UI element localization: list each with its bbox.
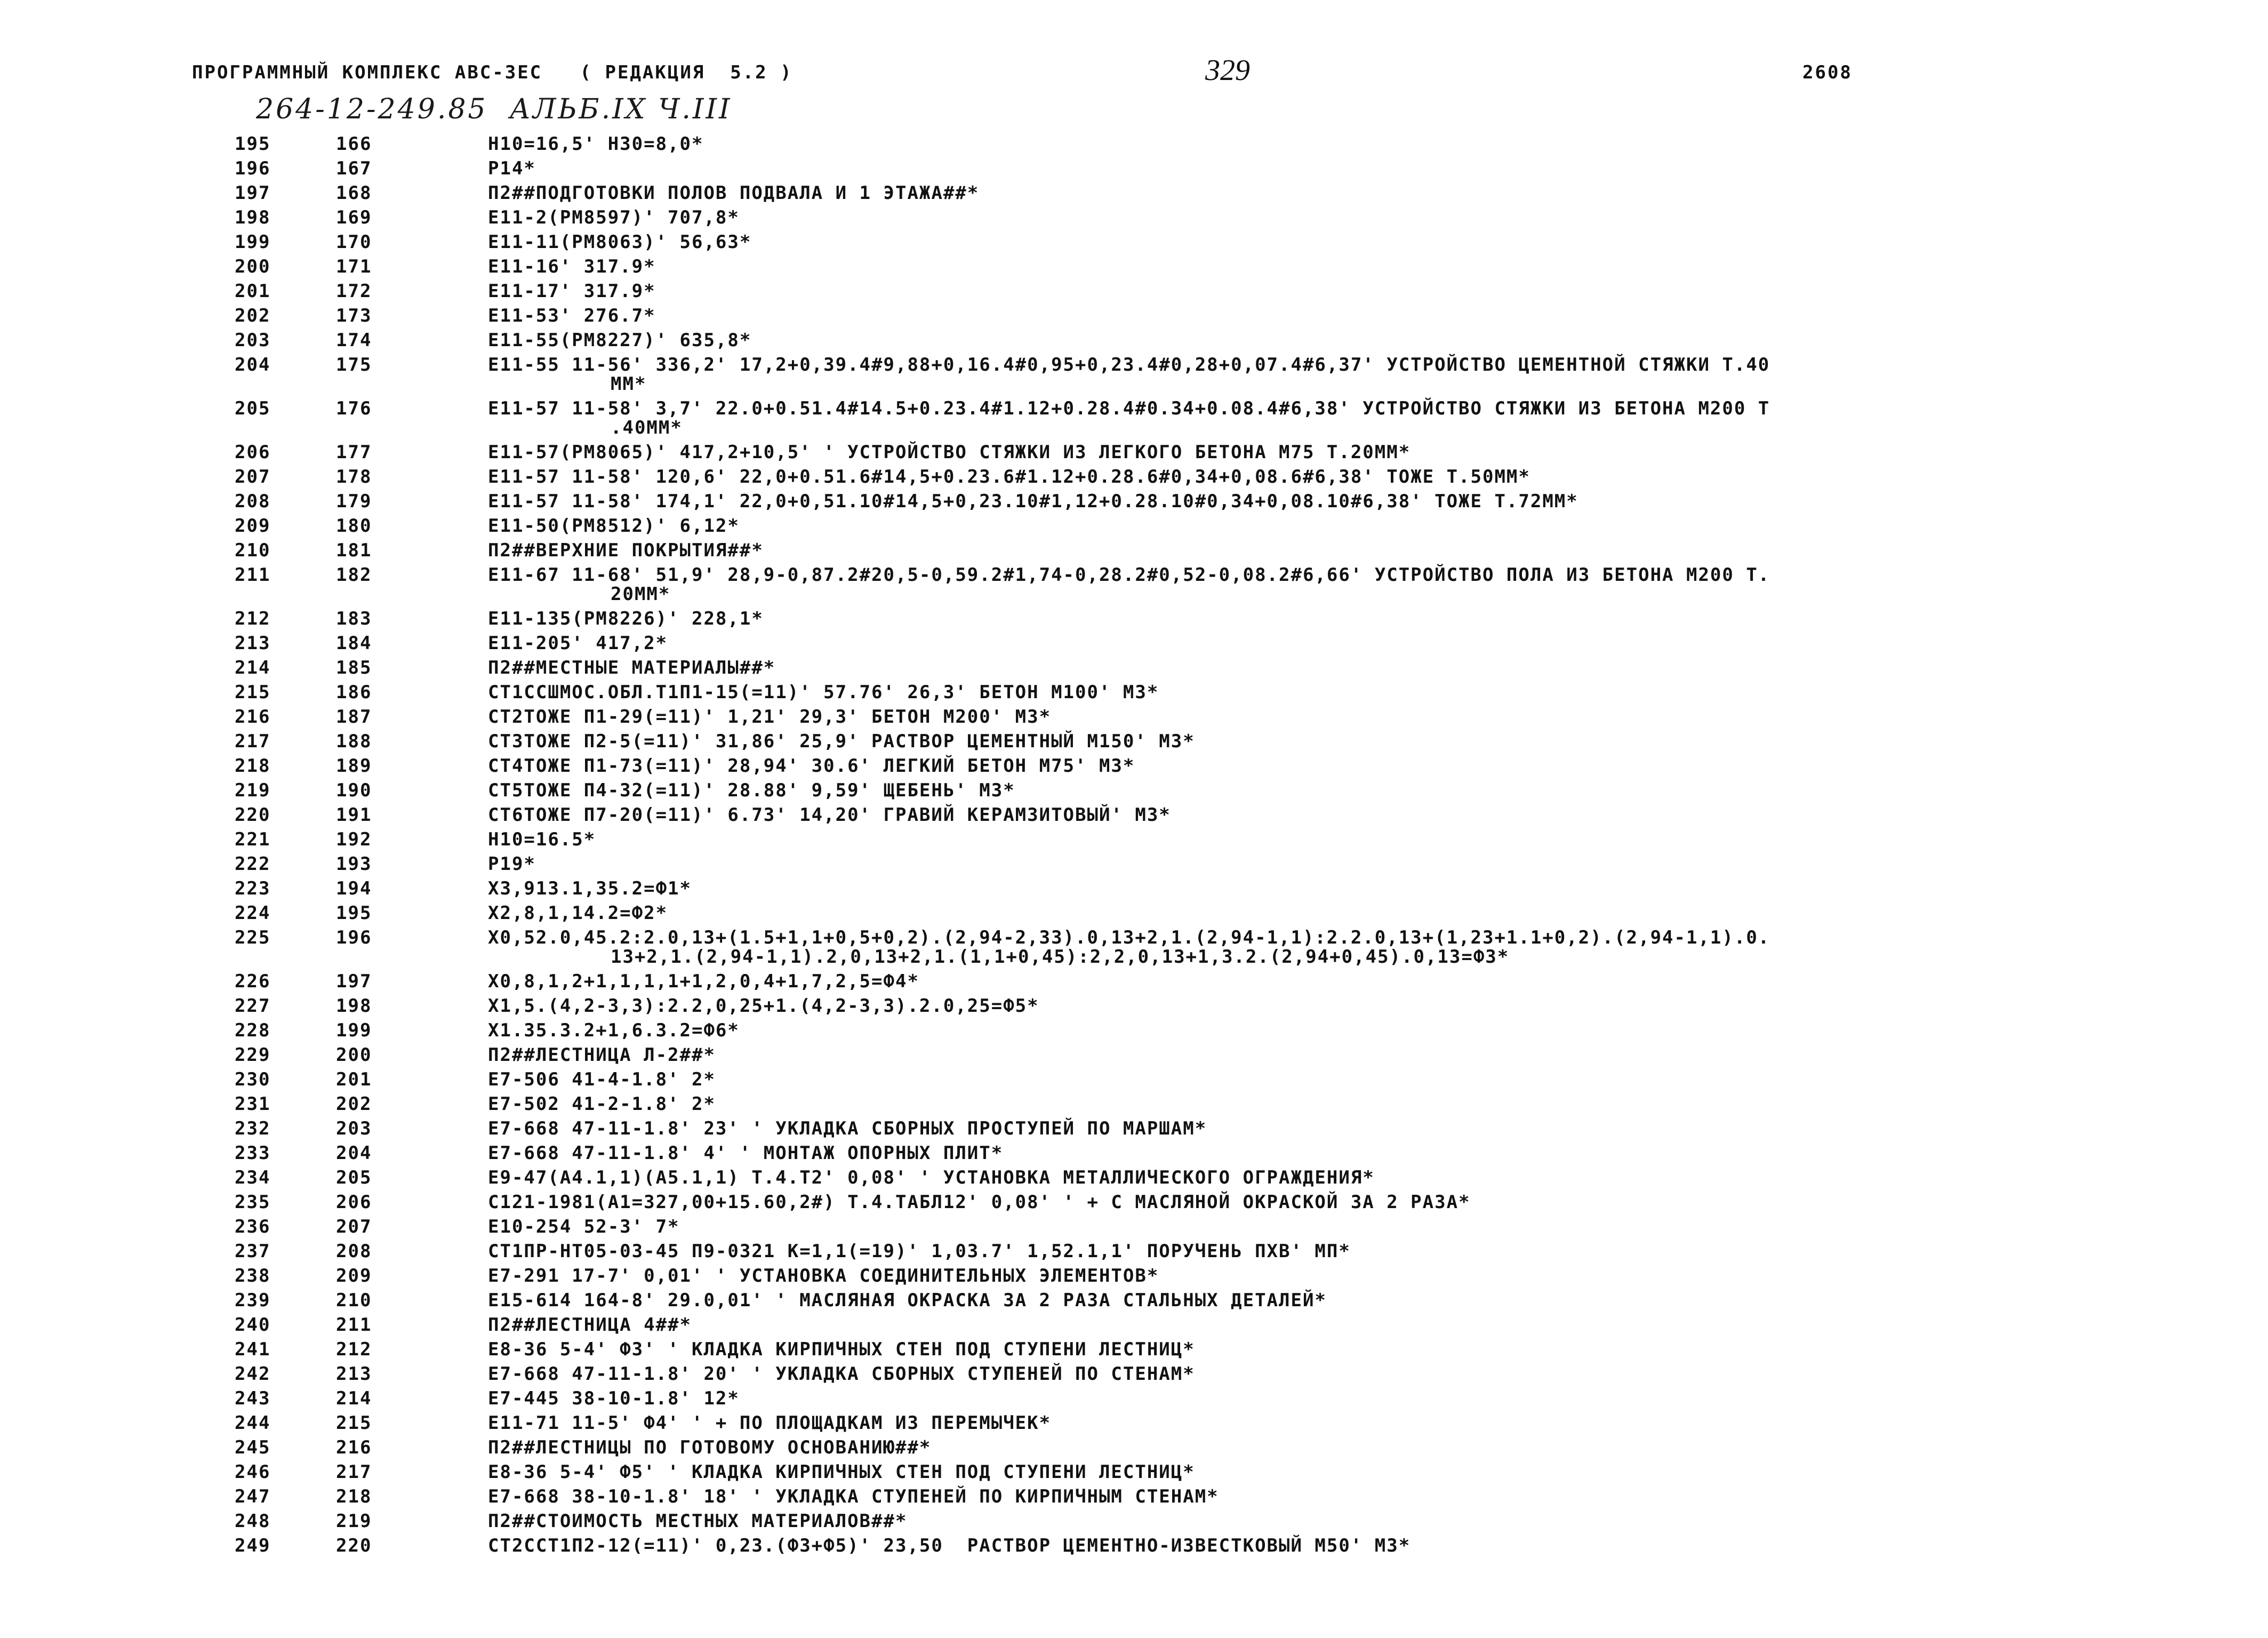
statement-text: [488, 732, 2240, 751]
statement-line: Е10-254 52-3' 7*: [488, 1216, 680, 1237]
line-number: 223: [235, 878, 271, 899]
statement-line: С121-1981(А1=327,00+15.60,2#) Т.4.ТАБЛ12' 0,08' ' + С МАСЛЯНОЙ ОКРАСКОЙ ЗА 2 РАЗА*: [488, 1192, 1471, 1213]
statement-line: Е11-11(РМ8063)' 56,63*: [488, 231, 752, 253]
statement-text: [488, 183, 2240, 203]
statement-text: [488, 159, 2240, 178]
line-number: 228: [235, 1020, 271, 1041]
statement-text: [488, 1168, 2240, 1187]
statement-number: 215: [336, 1412, 372, 1434]
statement-number: 177: [336, 442, 372, 463]
statement-text: [488, 1045, 2240, 1065]
listing-row: [235, 634, 2240, 653]
statement-number: 176: [336, 398, 372, 419]
statement-number: 170: [336, 231, 372, 253]
statement-line: Е11-16' 317.9*: [488, 256, 656, 277]
statement-text: [488, 257, 2240, 276]
page-number: 329: [1205, 54, 1250, 87]
statement-line: Х2,8,1,14.2=Ф2*: [488, 902, 668, 924]
listing-row: [235, 355, 2240, 394]
statement-line: Е7-291 17-7' 0,01' ' УСТАНОВКА СОЕДИНИТЕЛЬНЫХ ЭЛЕМЕНТОВ*: [488, 1265, 1159, 1287]
listing-row: [235, 805, 2240, 825]
listing-row: [235, 233, 2240, 252]
page-header: [192, 54, 2165, 95]
statement-line: Е7-506 41-4-1.8' 2*: [488, 1069, 716, 1090]
line-number: 195: [235, 133, 271, 155]
statement-text: [488, 467, 2240, 486]
listing-row: [235, 609, 2240, 628]
statement-text: [488, 1438, 2240, 1457]
statement-continuation: ММ*: [611, 373, 647, 395]
listing-row: [235, 1266, 2240, 1285]
line-number: 221: [235, 829, 271, 850]
line-number: 202: [235, 305, 271, 326]
line-number: 232: [235, 1118, 271, 1139]
statement-number: 211: [336, 1314, 372, 1336]
listing-row: [235, 1438, 2240, 1457]
statement-number: 194: [336, 878, 372, 899]
program-listing: [235, 134, 2240, 1561]
statement-number: 201: [336, 1069, 372, 1090]
line-number: 200: [235, 256, 271, 277]
statement-line: П2##СТОИМОСТЬ МЕСТНЫХ МАТЕРИАЛОВ##*: [488, 1511, 908, 1532]
statement-text: [488, 208, 2240, 227]
statement-number: 181: [336, 540, 372, 561]
statement-number: 214: [336, 1388, 372, 1409]
line-number: 233: [235, 1142, 271, 1164]
statement-line: Е11-57(РМ8065)' 417,2+10,5' ' УСТРОЙСТВО СТЯЖКИ ИЗ ЛЕГКОГО БЕТОНА М75 Т.20ММ*: [488, 442, 1411, 463]
line-number: 244: [235, 1412, 271, 1434]
line-number: 246: [235, 1461, 271, 1483]
statement-number: 197: [336, 971, 372, 992]
statement-line: СТ1ПР-НТ05-03-45 П9-0321 К=1,1(=19)' 1,03.7' 1,52.1,1' ПОРУЧЕНЬ ПХВ' МП*: [488, 1241, 1351, 1262]
listing-row: [235, 1045, 2240, 1065]
statement-line: Р19*: [488, 853, 536, 875]
statement-line: Е11-17' 317.9*: [488, 281, 656, 302]
line-number: 199: [235, 231, 271, 253]
statement-continuation: .40ММ*: [611, 417, 683, 438]
statement-number: 195: [336, 902, 372, 924]
statement-number: 191: [336, 804, 372, 826]
line-number: 239: [235, 1290, 271, 1311]
program-title: ПРОГРАММНЫЙ КОМПЛЕКС АВС-3ЕС ( РЕДАКЦИЯ 5.2 ): [192, 62, 793, 83]
listing-row: [235, 1070, 2240, 1089]
statement-number: 175: [336, 354, 372, 375]
line-number: 242: [235, 1363, 271, 1385]
statement-text: [488, 658, 2240, 677]
line-number: 218: [235, 755, 271, 777]
listing-row: [235, 1512, 2240, 1531]
line-number: 235: [235, 1192, 271, 1213]
statement-number: 171: [336, 256, 372, 277]
statement-number: 173: [336, 305, 372, 326]
statement-number: 179: [336, 491, 372, 512]
listing-row: [235, 208, 2240, 227]
statement-number: 212: [336, 1339, 372, 1360]
statement-number: 187: [336, 706, 372, 728]
statement-line: Е11-55(РМ8227)' 635,8*: [488, 330, 752, 351]
listing-row: [235, 1217, 2240, 1236]
statement-line: Е11-2(РМ8597)' 707,8*: [488, 207, 740, 228]
statement-text: [488, 707, 2240, 726]
listing-row: [235, 1119, 2240, 1138]
statement-number: 207: [336, 1216, 372, 1237]
listing-row: [235, 282, 2240, 301]
line-number: 237: [235, 1241, 271, 1262]
line-number: 209: [235, 515, 271, 537]
line-number: 240: [235, 1314, 271, 1336]
statement-text: [488, 282, 2240, 301]
listing-row: [235, 972, 2240, 991]
statement-line: СТ6ТОЖЕ П7-20(=11)' 6.73' 14,20' ГРАВИЙ КЕРАМЗИТОВЫЙ' М3*: [488, 804, 1171, 826]
listing-row: [235, 1315, 2240, 1335]
listing-row: [235, 1364, 2240, 1384]
listing-row: [235, 443, 2240, 462]
statement-text: [488, 1364, 2240, 1384]
statement-line: Н10=16,5' Н30=8,0*: [488, 133, 704, 155]
line-number: 196: [235, 158, 271, 179]
statement-line: СТ2ССТ1П2-12(=11)' 0,23.(Ф3+Ф5)' 23,50 РАСТВОР ЦЕМЕНТНО-ИЗВЕСТКОВЫЙ М50' М3*: [488, 1535, 1411, 1556]
statement-line: П2##МЕСТНЫЕ МАТЕРИАЛЫ##*: [488, 657, 776, 678]
statement-line: П2##ЛЕСТНИЦА 4##*: [488, 1314, 692, 1336]
statement-text: [488, 1119, 2240, 1138]
statement-line: СТ4ТОЖЕ П1-73(=11)' 28,94' 30.6' ЛЕГКИЙ БЕТОН М75' М3*: [488, 755, 1135, 777]
statement-text: [488, 1021, 2240, 1040]
statement-text: [488, 1242, 2240, 1261]
listing-row: [235, 683, 2240, 702]
statement-number: 174: [336, 330, 372, 351]
statement-text: [488, 306, 2240, 325]
statement-number: 183: [336, 608, 372, 629]
listing-row: [235, 904, 2240, 923]
statement-text: [488, 1094, 2240, 1114]
line-number: 215: [235, 682, 271, 703]
statement-text: [488, 928, 2240, 966]
listing-row: [235, 1094, 2240, 1114]
listing-row: [235, 1463, 2240, 1482]
line-number: 234: [235, 1167, 271, 1188]
statement-number: 219: [336, 1511, 372, 1532]
statement-text: [488, 1070, 2240, 1089]
listing-row: [235, 1021, 2240, 1040]
statement-line: Е7-668 47-11-1.8' 4' ' МОНТАЖ ОПОРНЫХ ПЛИТ*: [488, 1142, 1004, 1164]
line-number: 208: [235, 491, 271, 512]
statement-text: [488, 972, 2240, 991]
line-number: 201: [235, 281, 271, 302]
line-number: 211: [235, 564, 271, 586]
line-number: 249: [235, 1535, 271, 1556]
statement-number: 208: [336, 1241, 372, 1262]
listing-row: [235, 732, 2240, 751]
statement-text: [488, 683, 2240, 702]
listing-row: [235, 1193, 2240, 1212]
line-number: 206: [235, 442, 271, 463]
listing-row: [235, 854, 2240, 874]
statement-text: [488, 996, 2240, 1016]
line-number: 227: [235, 995, 271, 1017]
statement-text: [488, 331, 2240, 350]
statement-continuation: 13+2,1.(2,94-1,1).2,0,13+2,1.(1,1+0,45):2,2,0,13+1,3.2.(2,94+0,45).0,13=Ф3*: [611, 946, 1510, 968]
statement-line: Х1,5.(4,2-3,3):2.2,0,25+1.(4,2-3,3).2.0,25=Ф5*: [488, 995, 1039, 1017]
line-number: 220: [235, 804, 271, 826]
statement-line: Е11-50(РМ8512)' 6,12*: [488, 515, 740, 537]
statement-text: [488, 541, 2240, 560]
statement-text: [488, 854, 2240, 874]
statement-number: 190: [336, 780, 372, 801]
statement-number: 178: [336, 466, 372, 488]
listing-row: [235, 1413, 2240, 1433]
statement-text: [488, 1217, 2240, 1236]
statement-number: 192: [336, 829, 372, 850]
line-number: 248: [235, 1511, 271, 1532]
statement-line: Е9-47(А4.1,1)(А5.1,1) Т.4.Т2' 0,08' ' УСТАНОВКА МЕТАЛЛИЧЕСКОГО ОГРАЖДЕНИЯ*: [488, 1167, 1375, 1188]
statement-line: Е15-614 164-8' 29.0,01' ' МАСЛЯНАЯ ОКРАСКА ЗА 2 РАЗА СТАЛЬНЫХ ДЕТАЛЕЙ*: [488, 1290, 1327, 1311]
statement-text: [488, 233, 2240, 252]
statement-text: [488, 1144, 2240, 1163]
statement-text: [488, 399, 2240, 437]
line-number: 204: [235, 354, 271, 375]
line-number: 203: [235, 330, 271, 351]
statement-number: 184: [336, 633, 372, 654]
listing-row: [235, 492, 2240, 511]
statement-text: [488, 805, 2240, 825]
statement-text: [488, 1193, 2240, 1212]
listing-row: [235, 134, 2240, 154]
statement-line: Е11-135(РМ8226)' 228,1*: [488, 608, 764, 629]
line-number: 217: [235, 731, 271, 752]
statement-number: 220: [336, 1535, 372, 1556]
listing-row: [235, 928, 2240, 966]
listing-row: [235, 756, 2240, 776]
statement-line: П2##ЛЕСТНИЦА Л-2##*: [488, 1044, 716, 1066]
statement-line: Х0,52.0,45.2:2.0,13+(1.5+1,1+0,5+0,2).(2,94-2,33).0,13+2,1.(2,94-1,1):2.2.0,13+(1,23+1.1+0,2).(2,94-1,1).0.: [488, 927, 1770, 948]
listing-row: [235, 1144, 2240, 1163]
statement-line: Е11-71 11-5' Ф4' ' + ПО ПЛОЩАДКАМ ИЗ ПЕРЕМЫЧЕК*: [488, 1412, 1052, 1434]
line-number: 243: [235, 1388, 271, 1409]
statement-line: Е11-57 11-58' 174,1' 22,0+0,51.10#14,5+0,23.10#1,12+0.28.10#0,34+0,08.10#6,38' ТОЖЕ Т.72ММ*: [488, 491, 1578, 512]
statement-line: Е7-445 38-10-1.8' 12*: [488, 1388, 740, 1409]
statement-number: 169: [336, 207, 372, 228]
statement-text: [488, 1291, 2240, 1310]
line-number: 212: [235, 608, 271, 629]
statement-text: [488, 1463, 2240, 1482]
statement-number: 185: [336, 657, 372, 678]
statement-text: [488, 565, 2240, 604]
statement-text: [488, 1315, 2240, 1335]
statement-text: [488, 1266, 2240, 1285]
line-number: 241: [235, 1339, 271, 1360]
statement-line: Е7-668 47-11-1.8' 20' ' УКЛАДКА СБОРНЫХ СТУПЕНЕЙ ПО СТЕНАМ*: [488, 1363, 1195, 1385]
listing-row: [235, 257, 2240, 276]
statement-number: 182: [336, 564, 372, 586]
statement-number: 203: [336, 1118, 372, 1139]
listing-row: [235, 1242, 2240, 1261]
statement-text: [488, 879, 2240, 898]
statement-text: [488, 492, 2240, 511]
listing-row: [235, 1487, 2240, 1506]
statement-number: 167: [336, 158, 372, 179]
statement-number: 210: [336, 1290, 372, 1311]
statement-line: Р14*: [488, 158, 536, 179]
statement-line: Х0,8,1,2+1,1,1,1+1,2,0,4+1,7,2,5=Ф4*: [488, 971, 919, 992]
line-number: 214: [235, 657, 271, 678]
statement-text: [488, 355, 2240, 394]
line-number: 236: [235, 1216, 271, 1237]
listing-row: [235, 830, 2240, 849]
line-number: 210: [235, 540, 271, 561]
statement-number: 202: [336, 1093, 372, 1115]
statement-line: Е7-668 38-10-1.8' 18' ' УКЛАДКА СТУПЕНЕЙ ПО КИРПИЧНЫМ СТЕНАМ*: [488, 1486, 1219, 1507]
line-number: 226: [235, 971, 271, 992]
statement-line: Е11-67 11-68' 51,9' 28,9-0,87.2#20,5-0,59.2#1,74-0,28.2#0,52-0,08.2#6,66' УСТРОЙСТВО ПОЛА ИЗ БЕТОНА М200 Т.: [488, 564, 1770, 586]
statement-continuation: 20ММ*: [611, 584, 671, 605]
statement-number: 196: [336, 927, 372, 948]
listing-row: [235, 516, 2240, 536]
statement-number: 200: [336, 1044, 372, 1066]
statement-text: [488, 1389, 2240, 1408]
statement-number: 186: [336, 682, 372, 703]
statement-text: [488, 1413, 2240, 1433]
line-number: 207: [235, 466, 271, 488]
listing-row: [235, 541, 2240, 560]
line-number: 213: [235, 633, 271, 654]
statement-text: [488, 634, 2240, 653]
statement-text: [488, 781, 2240, 800]
statement-line: Е8-36 5-4' Ф5' ' КЛАДКА КИРПИЧНЫХ СТЕН ПОД СТУПЕНИ ЛЕСТНИЦ*: [488, 1461, 1195, 1483]
statement-line: П2##ВЕРХНИЕ ПОКРЫТИЯ##*: [488, 540, 764, 561]
listing-row: [235, 707, 2240, 726]
statement-number: 209: [336, 1265, 372, 1287]
statement-line: Х3,913.1,35.2=Ф1*: [488, 878, 692, 899]
statement-text: [488, 1512, 2240, 1531]
statement-number: 180: [336, 515, 372, 537]
statement-text: [488, 1340, 2240, 1359]
statement-text: [488, 830, 2240, 849]
listing-row: [235, 781, 2240, 800]
statement-number: 188: [336, 731, 372, 752]
listing-row: [235, 1536, 2240, 1555]
listing-row: [235, 879, 2240, 898]
statement-number: 193: [336, 853, 372, 875]
statement-number: 217: [336, 1461, 372, 1483]
statement-text: [488, 756, 2240, 776]
statement-number: 172: [336, 281, 372, 302]
line-number: 245: [235, 1437, 271, 1458]
document-number: 2608: [1802, 62, 1853, 83]
listing-row: [235, 183, 2240, 203]
line-number: 224: [235, 902, 271, 924]
statement-line: Е7-668 47-11-1.8' 23' ' УКЛАДКА СБОРНЫХ ПРОСТУПЕЙ ПО МАРШАМ*: [488, 1118, 1207, 1139]
handwritten-note: 264-12-249.85 АЛЬБ.IX Ч.III: [256, 93, 732, 125]
statement-number: 213: [336, 1363, 372, 1385]
statement-number: 189: [336, 755, 372, 777]
listing-row: [235, 399, 2240, 437]
listing-row: [235, 996, 2240, 1016]
statement-text: [488, 1536, 2240, 1555]
statement-number: 216: [336, 1437, 372, 1458]
statement-line: Е11-205' 417,2*: [488, 633, 668, 654]
statement-number: 206: [336, 1192, 372, 1213]
listing-row: [235, 1389, 2240, 1408]
statement-text: [488, 904, 2240, 923]
statement-text: [488, 516, 2240, 536]
statement-line: П2##ЛЕСТНИЦЫ ПО ГОТОВОМУ ОСНОВАНИЮ##*: [488, 1437, 932, 1458]
statement-line: Н10=16.5*: [488, 829, 596, 850]
statement-number: 166: [336, 133, 372, 155]
listing-row: [235, 565, 2240, 604]
statement-number: 199: [336, 1020, 372, 1041]
line-number: 219: [235, 780, 271, 801]
listing-row: [235, 1168, 2240, 1187]
listing-row: [235, 658, 2240, 677]
line-number: 247: [235, 1486, 271, 1507]
statement-line: СТ3ТОЖЕ П2-5(=11)' 31,86' 25,9' РАСТВОР ЦЕМЕНТНЫЙ М150' М3*: [488, 731, 1195, 752]
statement-number: 204: [336, 1142, 372, 1164]
statement-number: 168: [336, 182, 372, 204]
listing-row: [235, 467, 2240, 486]
statement-line: Е11-57 11-58' 3,7' 22.0+0.51.4#14.5+0.23.4#1.12+0.28.4#0.34+0.08.4#6,38' УСТРОЙСТВО СТЯЖКИ ИЗ БЕТОНА М200 Т: [488, 398, 1770, 419]
line-number: 222: [235, 853, 271, 875]
statement-line: Е8-36 5-4' Ф3' ' КЛАДКА КИРПИЧНЫХ СТЕН ПОД СТУПЕНИ ЛЕСТНИЦ*: [488, 1339, 1195, 1360]
statement-line: СТ5ТОЖЕ П4-32(=11)' 28.88' 9,59' ЩЕБЕНЬ' М3*: [488, 780, 1015, 801]
listing-row: [235, 306, 2240, 325]
statement-line: Е11-53' 276.7*: [488, 305, 656, 326]
listing-row: [235, 331, 2240, 350]
statement-number: 205: [336, 1167, 372, 1188]
statement-line: Е11-55 11-56' 336,2' 17,2+0,39.4#9,88+0,16.4#0,95+0,23.4#0,28+0,07.4#6,37' УСТРОЙСТВО ЦЕМЕНТНОЙ СТЯЖКИ Т.40: [488, 354, 1770, 375]
line-number: 238: [235, 1265, 271, 1287]
listing-row: [235, 1340, 2240, 1359]
line-number: 229: [235, 1044, 271, 1066]
statement-number: 198: [336, 995, 372, 1017]
line-number: 197: [235, 182, 271, 204]
statement-line: Е7-502 41-2-1.8' 2*: [488, 1093, 716, 1115]
statement-line: Е11-57 11-58' 120,6' 22,0+0.51.6#14,5+0.23.6#1.12+0.28.6#0,34+0,08.6#6,38' ТОЖЕ Т.50ММ*: [488, 466, 1530, 488]
line-number: 216: [235, 706, 271, 728]
statement-text: [488, 609, 2240, 628]
statement-line: П2##ПОДГОТОВКИ ПОЛОВ ПОДВАЛА И 1 ЭТАЖА##*: [488, 182, 980, 204]
line-number: 205: [235, 398, 271, 419]
statement-line: СТ1ССШМОС.ОБЛ.Т1П1-15(=11)' 57.76' 26,3' БЕТОН М100' М3*: [488, 682, 1159, 703]
statement-text: [488, 1487, 2240, 1506]
statement-number: 218: [336, 1486, 372, 1507]
statement-text: [488, 134, 2240, 154]
line-number: 198: [235, 207, 271, 228]
listing-row: [235, 159, 2240, 178]
line-number: 230: [235, 1069, 271, 1090]
statement-line: СТ2ТОЖЕ П1-29(=11)' 1,21' 29,3' БЕТОН М200' М3*: [488, 706, 1052, 728]
listing-row: [235, 1291, 2240, 1310]
line-number: 225: [235, 927, 271, 948]
statement-line: Х1.35.3.2+1,6.3.2=Ф6*: [488, 1020, 740, 1041]
statement-text: [488, 443, 2240, 462]
line-number: 231: [235, 1093, 271, 1115]
